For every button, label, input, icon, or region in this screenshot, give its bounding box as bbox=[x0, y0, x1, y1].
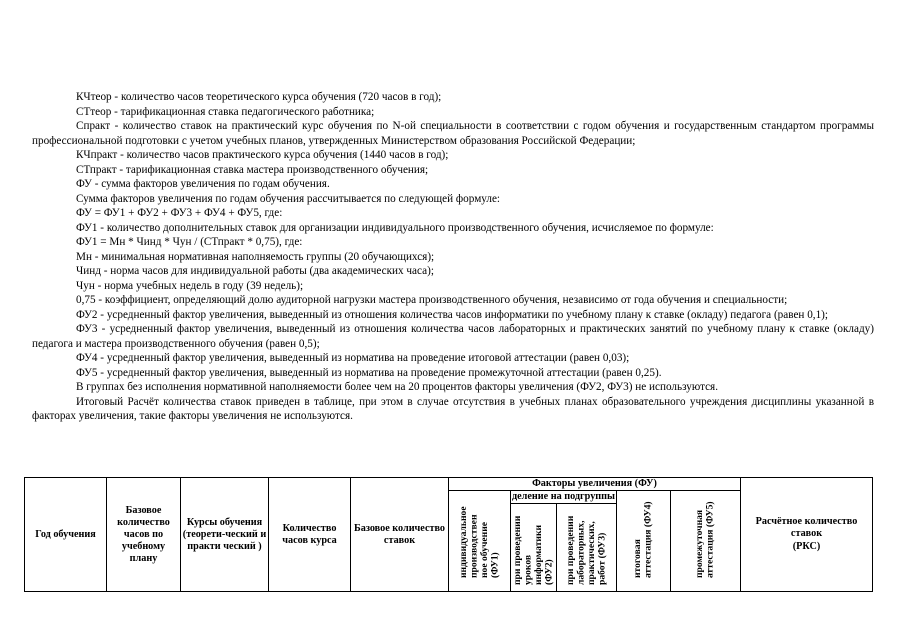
rates-table bbox=[24, 477, 873, 592]
header-fu4: итоговая аттестация (ФУ4) bbox=[617, 491, 671, 592]
paragraph: Сумма факторов увеличения по годам обучения рассчитывается по следующей формуле: bbox=[76, 192, 501, 205]
header-hours-count: Количество часов курса bbox=[269, 478, 351, 592]
document-body bbox=[32, 90, 874, 424]
paragraph: Итоговый Расчёт количества ставок приведен в таблице, при этом в случае отсутствия в учебных планах образовательного учреждения дисциплины указанной в факторах увеличения, такие факторы увеличения не используются. bbox=[32, 395, 874, 422]
header-fu1: индивидуальное производствен ное обучение (ФУ1) bbox=[449, 491, 511, 592]
header-factors: Факторы увеличения (ФУ) bbox=[449, 478, 741, 491]
paragraph: ФУ5 - усредненный фактор увеличения, выведенный из норматива на проведение промежуточной аттестации (равен 0,25). bbox=[76, 366, 662, 379]
header-rks bbox=[741, 478, 873, 592]
rks-abbr: (РКС) bbox=[792, 540, 821, 552]
header-subgroups: деление на подгруппы bbox=[512, 491, 615, 502]
header-fu5: промежуточная аттестация (ФУ5) bbox=[671, 491, 741, 592]
paragraph: ФУ3 - усредненный фактор увеличения, выведенный из отношения количества часов лабораторных и практических занятий по учебному плану к ставке (окладу) педагога и мастера производственного обучения (равен 0,5); bbox=[32, 323, 874, 350]
rks-label: Расчётное количество ставок bbox=[755, 515, 858, 540]
header-base-hours: Базовое количество часов по учебному плану bbox=[107, 478, 181, 592]
paragraph: КЧтеор - количество часов теоретического курса обучения (720 часов в год); bbox=[76, 91, 442, 103]
header-year: Год обучения bbox=[25, 478, 107, 592]
paragraph: ФУ4 - усредненный фактор увеличения, выведенный из норматива на проведение итоговой аттестации (равен 0,03); bbox=[76, 352, 630, 364]
paragraph: 0,75 - коэффициент, определяющий долю аудиторной нагрузки мастера производственного обучения, независимо от года обучения и специальности; bbox=[76, 294, 788, 306]
paragraph: Чинд - норма часов для индивидуальной работы (два академических часа); bbox=[76, 265, 434, 277]
paragraph: СТпракт - тарификационная ставка мастера производственного обучения; bbox=[76, 163, 429, 176]
header-courses: Курсы обучения (теорети-ческий и практи ческий ) bbox=[181, 478, 269, 592]
paragraph: Мн - минимальная нормативная наполняемость группы (20 обучающихся); bbox=[76, 250, 435, 263]
header-fu2: при проведении уроков информатики (ФУ2) bbox=[511, 504, 557, 592]
paragraph: Спракт - количество ставок на практический курс обучения по N-ой специальности в соответствии с годом обучения и государственным стандартом программы профессиональной подготовки с учетом учебных планов, утвержденных Министерством образования Российской Федерации; bbox=[32, 120, 874, 147]
paragraph: ФУ = ФУ1 + ФУ2 + ФУ3 + ФУ4 + ФУ5, где: bbox=[76, 207, 283, 219]
paragraph: СТтеор - тарификационная ставка педагогического работника; bbox=[76, 105, 375, 118]
paragraph: ФУ1 = Мн * Чинд * Чун / (СТпракт * 0,75), где: bbox=[76, 236, 303, 248]
paragraph: КЧпракт - количество часов практического курса обучения (1440 часов в год); bbox=[76, 149, 449, 161]
paragraph: В группах без исполнения нормативной наполняемости более чем на 20 процентов факторы увеличения (ФУ2, ФУ3) не используются. bbox=[76, 381, 718, 393]
paragraph: Чун - норма учебных недель в году (39 недель); bbox=[76, 279, 304, 292]
paragraph: ФУ - сумма факторов увеличения по годам обучения. bbox=[76, 178, 330, 190]
paragraph: ФУ1 - количество дополнительных ставок для организации индивидуального производственного обучения, исчисляемое по формуле: bbox=[76, 221, 714, 234]
header-base-rates: Базовое количество ставок bbox=[351, 478, 449, 592]
header-fu3: при проведении лабораторных, практических, работ (ФУ3) bbox=[557, 504, 617, 592]
paragraph: ФУ2 - усредненный фактор увеличения, выведенный из отношения количества часов информатики по учебному плану к ставке (окладу) педагога (равен 0,1); bbox=[76, 308, 829, 321]
